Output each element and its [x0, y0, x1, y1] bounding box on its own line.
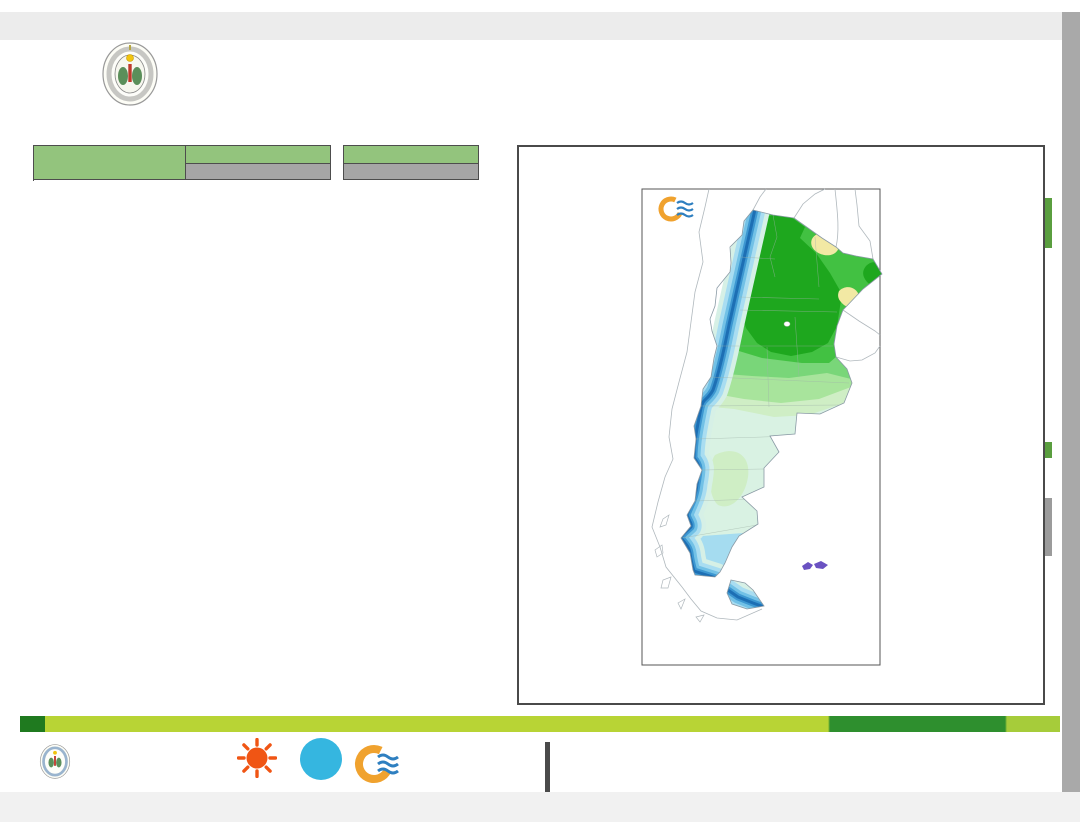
footer-yr-logo — [296, 738, 346, 782]
month-header-accu — [186, 164, 331, 180]
mean-temperature-map-panel — [517, 145, 1045, 705]
scrollbar-thumb[interactable] — [1045, 498, 1052, 556]
scroll-marker-top — [1045, 198, 1052, 248]
elaboration-block — [878, 731, 1063, 734]
footer-smn-logo — [352, 740, 502, 788]
corrientes-crest-small-icon — [38, 744, 72, 780]
source-header-yr — [344, 146, 479, 164]
month-header-yr — [344, 164, 479, 180]
footer-divider — [545, 742, 550, 792]
page-right-edge — [1062, 12, 1080, 792]
page-top-band — [0, 12, 1080, 40]
yr-circle-icon — [300, 738, 342, 780]
corrientes-crest-icon — [99, 42, 161, 108]
smn-footer-icon — [352, 740, 400, 788]
min-temperature-table — [33, 145, 479, 180]
localities-header — [34, 146, 186, 180]
accuweather-sun-icon — [237, 738, 277, 778]
footer-corrientes-logo — [38, 744, 238, 774]
scroll-marker-mid — [1045, 442, 1052, 458]
argentina-temperature-map — [519, 147, 1043, 703]
footer-accuweather-logo — [212, 738, 302, 785]
table-gap-column — [331, 146, 344, 180]
source-header-accuweather — [186, 146, 331, 164]
units-note-bar — [20, 716, 1060, 732]
ministry-contact-block — [558, 744, 888, 747]
corrientes-crest-block — [70, 42, 190, 114]
page-bottom-band — [0, 792, 1080, 822]
